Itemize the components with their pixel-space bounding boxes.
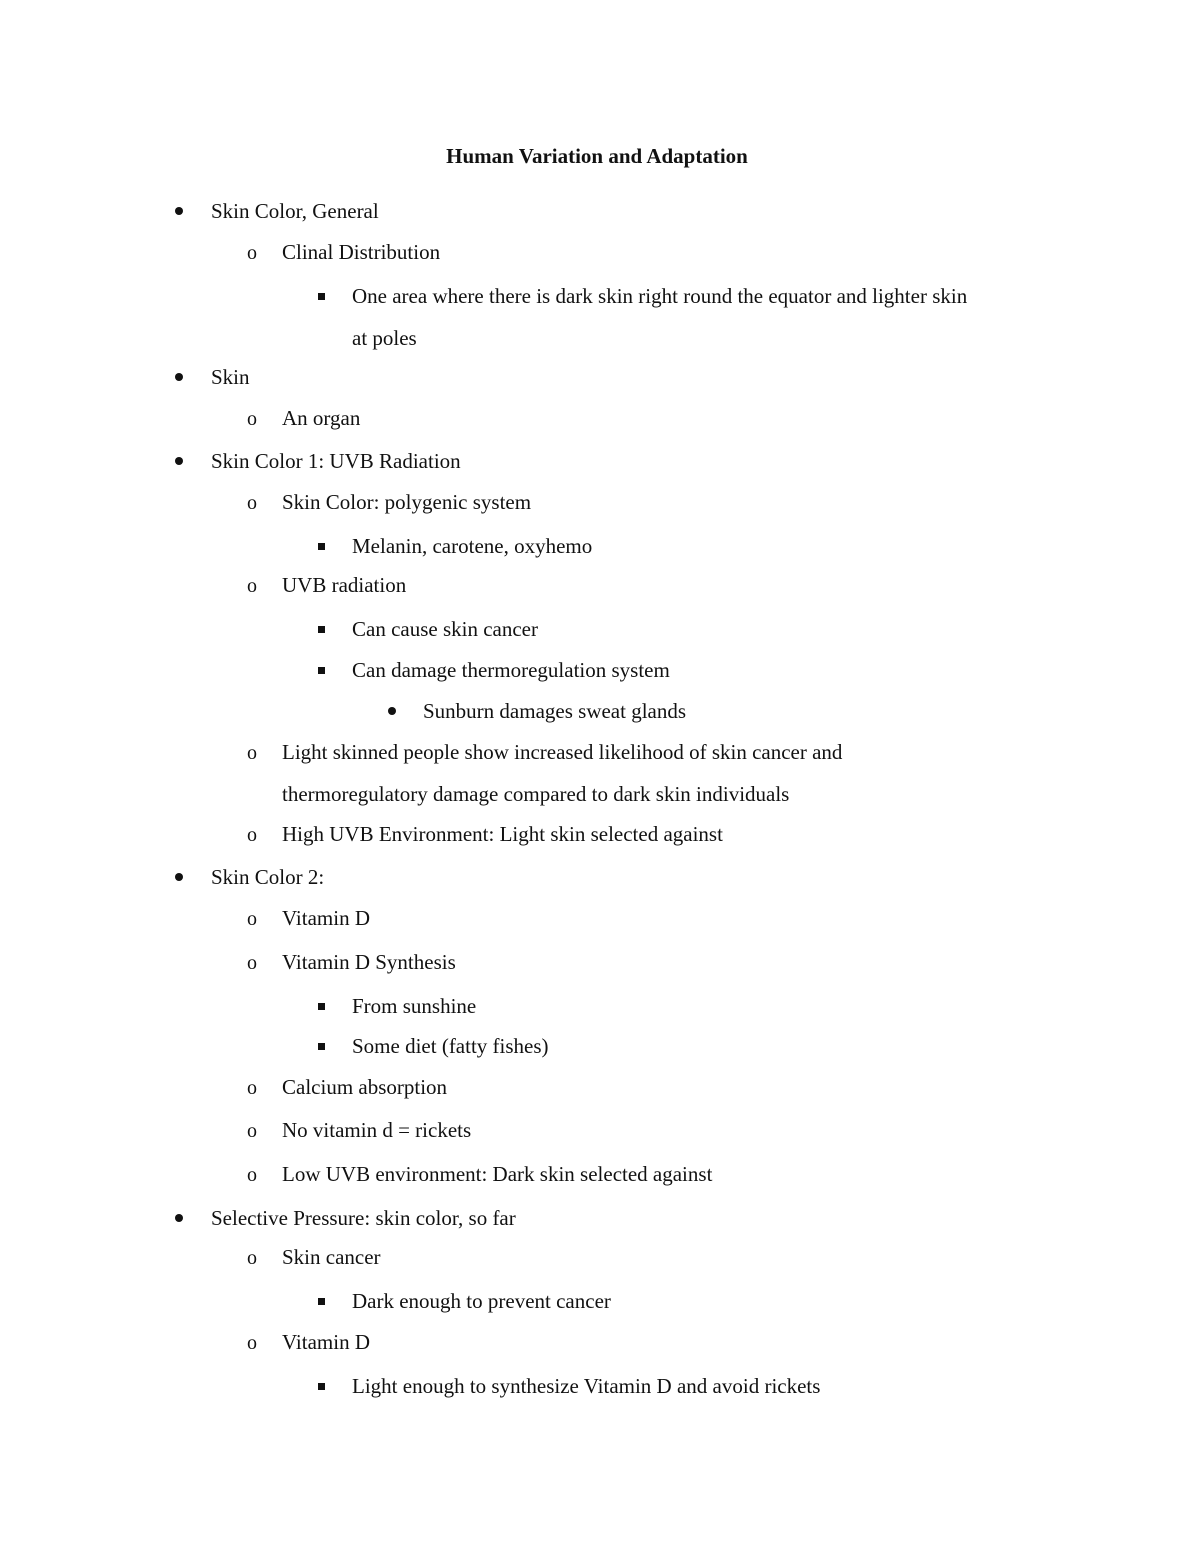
- bullet-square-icon: [318, 282, 342, 310]
- list-item-text: An organ: [282, 406, 361, 430]
- list-item-text: From sunshine: [352, 994, 477, 1018]
- bullet-circle-icon: o: [247, 742, 257, 764]
- bullet-dot-icon: [388, 697, 412, 725]
- bullet-circle-icon: o: [247, 1077, 257, 1099]
- bullet-square-icon: [318, 1287, 342, 1315]
- bullet-circle-icon: o: [247, 1164, 257, 1186]
- list-item-text: Can cause skin cancer: [352, 617, 538, 641]
- list-item-text: One area where there is dark skin right round the equator and lighter skin: [352, 284, 968, 308]
- list-item-text: Low UVB environment: Dark skin selected against: [282, 1162, 713, 1186]
- list-item-text: Vitamin D: [282, 1330, 370, 1354]
- bullet-square-icon: [318, 1032, 342, 1060]
- list-item-text: Vitamin D: [282, 906, 370, 930]
- bullet-circle-icon: o: [247, 952, 257, 974]
- list-item-text: Calcium absorption: [282, 1075, 448, 1099]
- bullet-dot-icon: [175, 447, 199, 475]
- bullet-square-icon: [318, 992, 342, 1020]
- bullet-square-icon: [318, 656, 342, 684]
- bullet-circle-icon: o: [247, 575, 257, 597]
- list-item-text: Melanin, carotene, oxyhemo: [352, 534, 593, 558]
- list-item-text: UVB radiation: [282, 573, 407, 597]
- list-item-text: High UVB Environment: Light skin selected against: [282, 822, 723, 846]
- list-item-text: Skin cancer: [282, 1245, 381, 1269]
- page-title: Human Variation and Adaptation: [446, 144, 748, 168]
- list-item-text: Skin: [211, 365, 250, 389]
- list-item-text: Skin Color: polygenic system: [282, 490, 532, 514]
- bullet-circle-icon: o: [247, 908, 257, 930]
- bullet-circle-icon: o: [247, 1120, 257, 1142]
- bullet-circle-icon: o: [247, 242, 257, 264]
- list-item-text: Light enough to synthesize Vitamin D and avoid rickets: [352, 1374, 821, 1398]
- bullet-circle-icon: o: [247, 492, 257, 514]
- list-item-text: No vitamin d = rickets: [282, 1118, 472, 1142]
- list-item-text: Skin Color, General: [211, 199, 379, 223]
- list-item-text: thermoregulatory damage compared to dark skin individuals: [282, 782, 790, 806]
- bullet-circle-icon: o: [247, 824, 257, 846]
- list-item-text: Dark enough to prevent cancer: [352, 1289, 611, 1313]
- list-item-text: Some diet (fatty fishes): [352, 1034, 549, 1058]
- list-item-text: Can damage thermoregulation system: [352, 658, 670, 682]
- bullet-circle-icon: o: [247, 1332, 257, 1354]
- list-item-text: Light skinned people show increased likelihood of skin cancer and: [282, 740, 843, 764]
- bullet-circle-icon: o: [247, 1247, 257, 1269]
- list-item-text: Vitamin D Synthesis: [282, 950, 456, 974]
- list-item-text: Skin Color 1: UVB Radiation: [211, 449, 461, 473]
- bullet-dot-icon: [175, 197, 199, 225]
- bullet-square-icon: [318, 1372, 342, 1400]
- bullet-square-icon: [318, 532, 342, 560]
- list-item-text: Sunburn damages sweat glands: [423, 699, 687, 723]
- list-item-text: Selective Pressure: skin color, so far: [211, 1206, 516, 1230]
- bullet-circle-icon: o: [247, 408, 257, 430]
- bullet-dot-icon: [175, 1204, 199, 1232]
- bullet-dot-icon: [175, 363, 199, 391]
- list-item-text: Clinal Distribution: [282, 240, 441, 264]
- bullet-square-icon: [318, 615, 342, 643]
- bullet-dot-icon: [175, 863, 199, 891]
- list-item-text: at poles: [352, 326, 417, 350]
- list-item-text: Skin Color 2:: [211, 865, 325, 889]
